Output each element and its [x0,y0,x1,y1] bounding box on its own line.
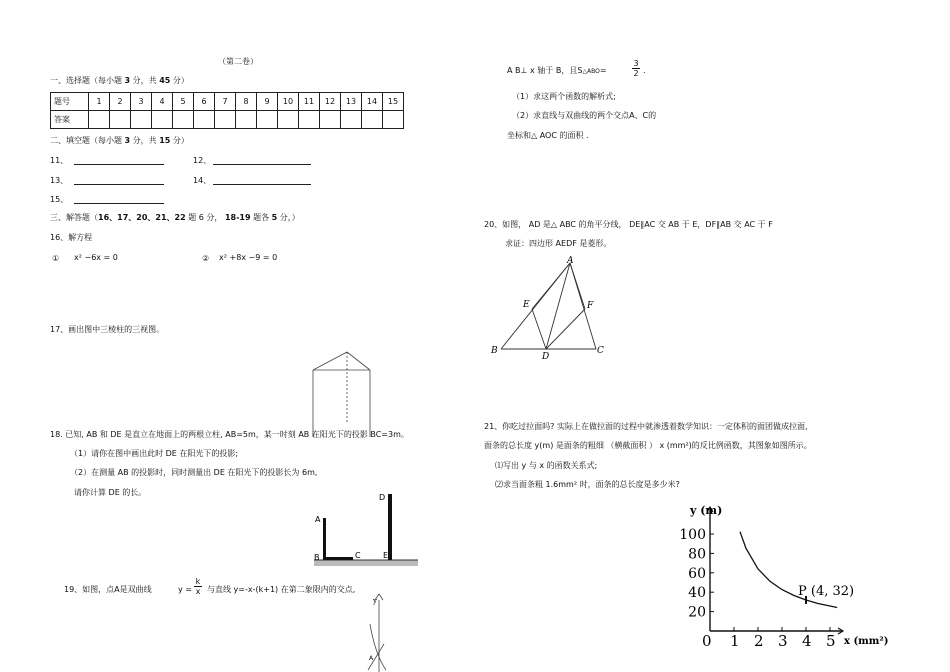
label-F: F [587,301,594,311]
x-axis-label: x (mm²) [844,636,889,647]
table-cell: 11 [299,93,320,111]
label-D: D [379,493,386,502]
q18-line1: 18. 已知, AB 和 DE 是直立在地面上的两根立柱, AB=5m，某一时刻 AB 在阳光下的投影 BC=3m。 [50,430,409,439]
prism-figure [312,352,372,438]
label-C: C [597,346,604,356]
table-cell: 5 [173,93,194,111]
section1-title: 一、选择题（每小题 3 分，共 45 分） [50,76,189,85]
q19-cont-line2: （1）求这两个函数的解析式; [512,92,616,101]
label-D: D [542,352,550,362]
y-tick-label: 100 [679,527,706,543]
table-cell: 13 [341,93,362,111]
fill-q12: 12、 [193,156,212,165]
q20-line2: 求证：四边形 AEDF 是菱形。 [505,239,612,248]
label-E: E [523,300,530,310]
table-cell: 8 [236,93,257,111]
table-cell: 15 [383,93,404,111]
label-E: E [383,551,389,560]
q21-line2: 面条的总长度 y(m) 是面条的粗细 （横截面积 ） x (mm²)的反比例函数，其图象如图所示。 [484,441,812,450]
table-row [51,93,404,111]
q16-eq2-num: ② [202,254,210,263]
table-cell: 1 [89,93,110,111]
q21-line1: 21、你吃过拉面吗? 实际上在做拉面的过程中就渗透着数学知识：一定体积的面团做成拉面, [484,422,808,431]
q20-line1: 20、如图， AD 是△ ABC 的角平分线， DE∥AC 交 AB 于 E，DF∥AB 交 AC 于 F [484,220,773,229]
table-cell: 6 [194,93,215,111]
q19-cont-line4: 坐标和△ AOC 的面积 . [507,131,589,140]
reciprocal-chart [680,500,895,672]
q16-eq1-num: ① [52,254,60,263]
answer-cell[interactable] [173,111,194,129]
answer-cell[interactable] [131,111,152,129]
q19-cont-line3: （2）求直线与双曲线的两个交点A、C的 [512,111,657,120]
fill-blank-11[interactable] [74,164,164,165]
table-cell: 9 [257,93,278,111]
answer-cell[interactable] [236,111,257,129]
answer-cell[interactable] [278,111,299,129]
fill-blank-12[interactable] [213,164,311,165]
label-B: B [314,553,320,562]
x-tick-label: 4 [802,632,812,650]
table-header: 题号 [51,93,89,111]
x-tick-label: 0 [702,632,712,650]
fill-blank-13[interactable] [74,184,164,185]
answer-cell[interactable] [110,111,131,129]
table-cell: 2 [110,93,131,111]
pillar-figure [312,490,422,570]
area-fraction: $\frac{3}{2}$ [633,59,639,78]
answer-cell[interactable] [341,111,362,129]
answer-cell[interactable] [299,111,320,129]
answer-cell[interactable] [215,111,236,129]
label-A: A [567,256,574,266]
q16-eq2: x² +8x −9 = 0 [219,253,278,262]
x-tick-label: 3 [778,632,788,650]
x-tick-label: 2 [754,632,764,650]
x-tick-label: 1 [730,632,740,650]
q19-post: 与直线 y=-x-(k+1) 在第二象限内的交点, [207,585,356,594]
answer-cell[interactable] [362,111,383,129]
q18-line2: （1）请你在图中画出此时 DE 在阳光下的投影; [70,449,239,458]
table-row [51,111,404,129]
table-cell: 4 [152,93,173,111]
q19-pre: 19、如图，点A是双曲线 [64,585,152,594]
fill-q15: 15、 [50,195,69,204]
y-tick-label: 40 [688,585,706,602]
part-title: （第二卷） [218,57,258,66]
answer-cell[interactable] [257,111,278,129]
fill-blank-15[interactable] [74,203,164,204]
q19-y: y = [178,585,192,594]
hyperbola-figure [360,594,400,672]
rhombus-figure [488,255,613,365]
table-header: 答案 [51,111,89,129]
table-cell: 10 [278,93,299,111]
table-cell: 14 [362,93,383,111]
point-A-label: A [369,655,374,662]
q19-cont-line1: A B⊥ x 轴于 B，且S△ABO= [507,66,607,75]
q18-line4: 请你计算 DE 的长。 [74,488,147,497]
point-p-label: P (4, 32) [798,583,855,599]
x-tick-label: 5 [826,632,836,650]
answer-cell[interactable] [320,111,341,129]
y-axis-label: y (m) [690,504,723,517]
q21-line4: ⑵求当面条粗 1.6mm² 时，面条的总长度是多少米? [495,480,680,489]
fill-q11: 11、 [50,156,69,165]
axis-y-label: y [373,597,377,605]
y-tick-label: 60 [688,565,706,582]
y-tick-label: 20 [688,604,706,621]
q21-line3: ⑴写出 y 与 x 的函数关系式; [495,461,598,470]
fill-q14: 14、 [193,176,212,185]
y-tick-label: 80 [688,546,706,563]
answer-cell[interactable] [194,111,215,129]
answer-table [50,92,404,129]
label-B: B [491,346,498,356]
q19-fraction: $\frac{k}{x}$ [195,577,201,596]
answer-cell[interactable] [89,111,110,129]
section2-title: 二、填空题（每小题 3 分，共 15 分） [50,136,189,145]
q19-period: . [643,66,646,75]
q18-line3: （2）在测量 AB 的投影时，同时测量出 DE 在阳光下的投影长为 6m, [70,468,318,477]
fill-blank-14[interactable] [213,184,311,185]
answer-cell[interactable] [152,111,173,129]
q17-title: 17、画出图中三棱柱的三视图。 [50,325,165,334]
q16-eq1: x² −6x = 0 [74,253,118,262]
table-cell: 12 [320,93,341,111]
table-cell: 3 [131,93,152,111]
table-cell: 7 [215,93,236,111]
answer-cell[interactable] [383,111,404,129]
q16-title: 16、解方程 [50,233,93,242]
label-C: C [355,551,361,560]
section3-title: 三、解答题（16、17、20、21、22 题 6 分， 18-19 题各 5 分，） [50,213,300,222]
fill-q13: 13、 [50,176,69,185]
label-A: A [315,515,321,524]
